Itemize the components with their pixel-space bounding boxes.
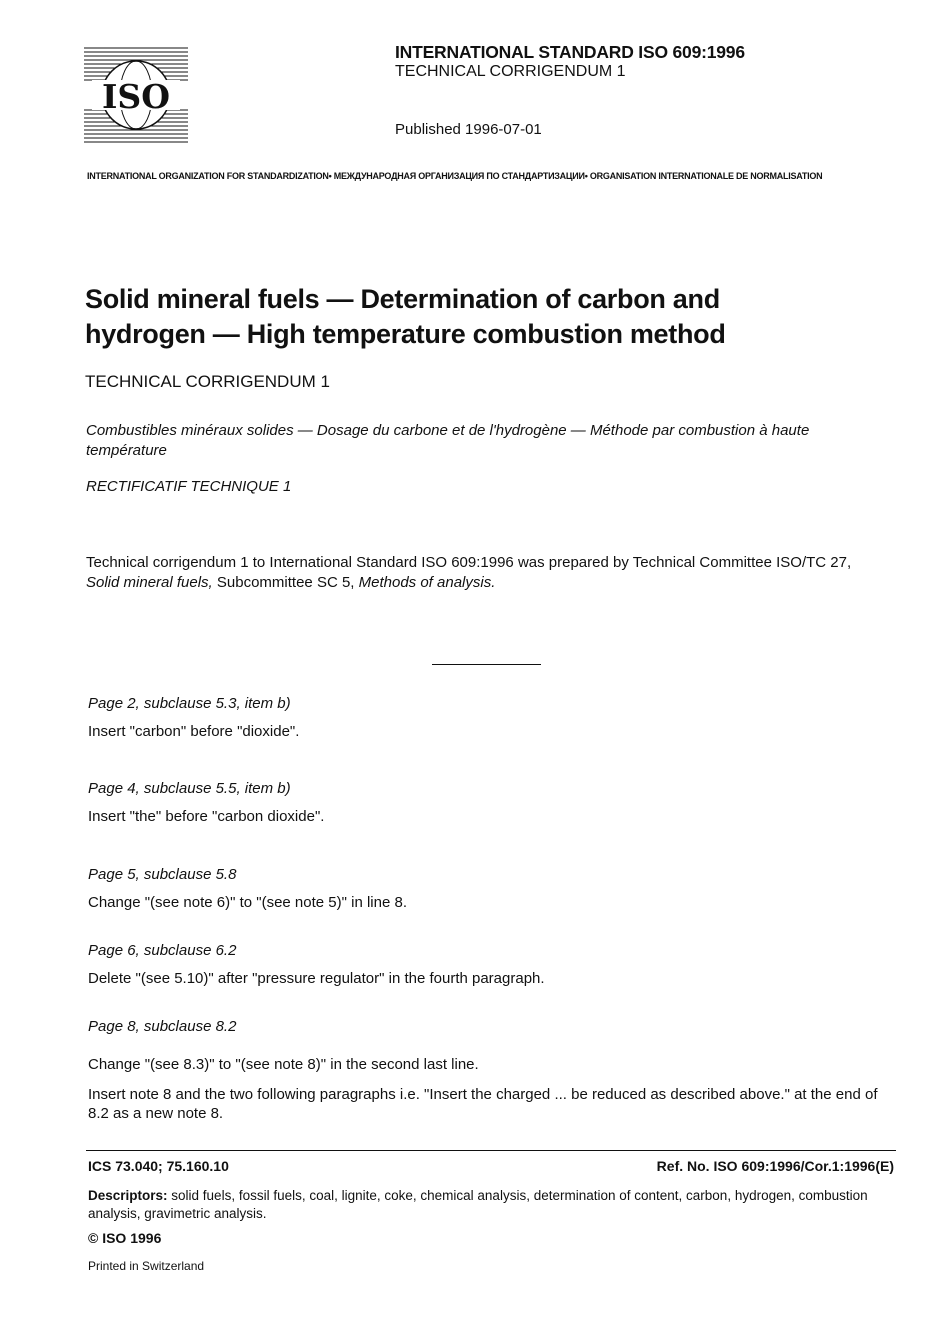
item-text-1: Insert "carbon" before "dioxide". — [88, 723, 300, 740]
intro-paragraph — [86, 553, 896, 593]
organization-line: INTERNATIONAL ORGANIZATION FOR STANDARDIZATION• МЕЖДУНАРОДНАЯ ОРГАНИЗАЦИЯ ПО СТАНДАРТИЗАЦИИ• ORGANISATION INTERNATIONALE DE NORMALISATION — [87, 171, 823, 181]
descriptors-list: solid fuels, fossil fuels, coal, lignite, coke, chemical analysis, determination of content, carbon, hydrogen, combustion analysis, gravimetric analysis. — [88, 1188, 868, 1221]
descriptors — [88, 1187, 888, 1223]
item-text-4: Delete "(see 5.10)" after "pressure regulator" in the fourth paragraph. — [88, 970, 545, 987]
iso-logo — [84, 46, 188, 144]
item-text-5b: Insert note 8 and the two following paragraphs i.e. "Insert the charged ... be reduced as described above." at the end of 8.2 as a new note 8. — [88, 1086, 878, 1122]
intro-text-1: Technical corrigendum 1 to International Standard ISO 609:1996 was prepared by Technical Committee ISO/TC 27, — [86, 554, 852, 571]
descriptors-label: Descriptors: — [88, 1188, 168, 1203]
french-title: Combustibles minéraux solides — Dosage du carbone et de l'hydrogène — Méthode par combustion à haute température — [86, 422, 810, 459]
copyright: © ISO 1996 — [88, 1230, 162, 1246]
printed-in: Printed in Switzerland — [88, 1259, 205, 1273]
reference-number: Ref. No. ISO 609:1996/Cor.1:1996(E) — [656, 1158, 894, 1174]
item-text-3: Change "(see note 6)" to "(see note 5)" in line 8. — [88, 894, 407, 911]
intro-text-2: Subcommittee SC 5, — [212, 574, 359, 591]
technical-corrigendum: TECHNICAL CORRIGENDUM 1 — [85, 372, 330, 391]
intro-italic-2: Methods of analysis. — [358, 574, 496, 591]
item-ref-5: Page 8, subclause 8.2 — [88, 1018, 237, 1035]
separator-line — [432, 664, 541, 665]
item-ref-1: Page 2, subclause 5.3, item b) — [88, 695, 291, 712]
standard-title: INTERNATIONAL STANDARD ISO 609:1996 — [395, 42, 745, 62]
title-line-2: hydrogen — High temperature combustion method — [85, 319, 726, 349]
svg-text:ISO: ISO — [101, 77, 171, 116]
intro-italic-1: Solid mineral fuels, — [86, 574, 213, 591]
footer-rule — [86, 1150, 896, 1151]
item-text-5: Change "(see 8.3)" to "(see note 8)" in the second last line. — [88, 1056, 479, 1073]
title-line-1: Solid mineral fuels — Determination of carbon and — [85, 284, 720, 314]
document-title — [85, 282, 885, 352]
item-ref-4: Page 6, subclause 6.2 — [88, 942, 237, 959]
item-text-2: Insert "the" before "carbon dioxide". — [88, 808, 325, 825]
item-ref-3: Page 5, subclause 5.8 — [88, 866, 237, 883]
ics-code: ICS 73.040; 75.160.10 — [88, 1158, 229, 1174]
french-corrigendum: RECTIFICATIF TECHNIQUE 1 — [86, 478, 292, 495]
published-date: Published 1996-07-01 — [395, 121, 542, 138]
corrigendum-label: TECHNICAL CORRIGENDUM 1 — [395, 63, 626, 80]
item-ref-2: Page 4, subclause 5.5, item b) — [88, 780, 291, 797]
